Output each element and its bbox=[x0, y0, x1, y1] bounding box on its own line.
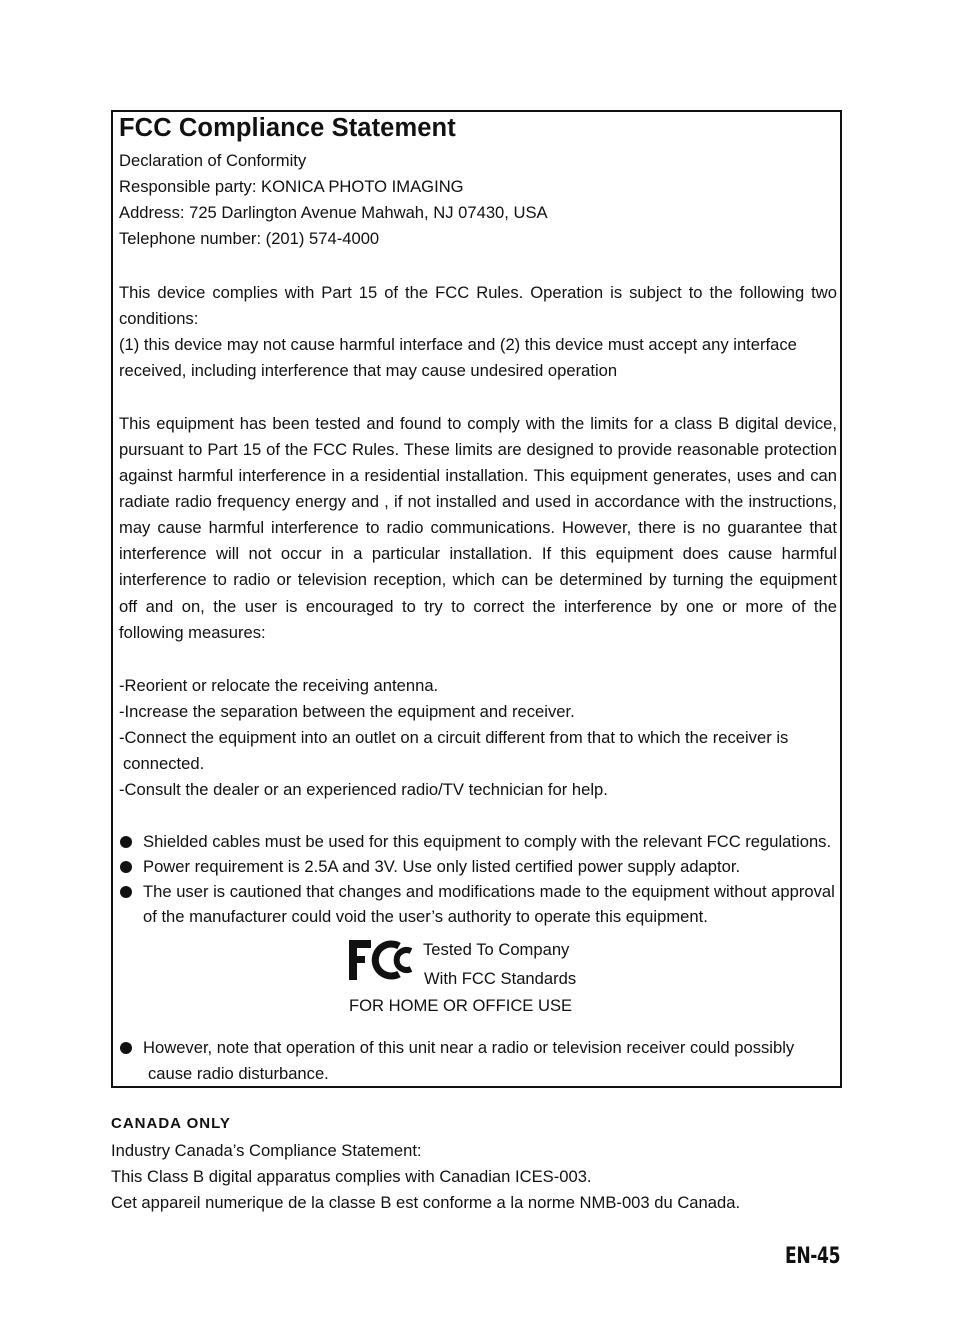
bullet-text: The user is cautioned that changes and modifications made to the equipment without approval bbox=[143, 882, 835, 901]
fcc-statement-box bbox=[111, 110, 842, 1088]
address-line: Address: 725 Darlington Avenue Mahwah, NJ 07430, USA bbox=[119, 203, 548, 222]
telephone-line: Telephone number: (201) 574-4000 bbox=[119, 229, 380, 248]
logo-use-text: FOR HOME OR OFFICE USE bbox=[349, 996, 573, 1015]
class-b-line: This equipment has been tested and found to comply with the limits for a class B digital device, bbox=[119, 414, 837, 433]
class-b-line: radiate radio frequency energy and , if not installed and used in accordance with the instructions, bbox=[119, 492, 837, 511]
canada-line: Cet appareil numerique de la classe B est conforme a la norme NMB-003 du Canada. bbox=[111, 1193, 741, 1212]
measure-item: -Reorient or relocate the receiving antenna. bbox=[119, 676, 439, 695]
bullet-text: Power requirement is 2.5A and 3V. Use only listed certified power supply adaptor. bbox=[143, 857, 741, 876]
bullet-text: Shielded cables must be used for this equipment to comply with the relevant FCC regulations. bbox=[143, 832, 832, 851]
canada-heading: CANADA ONLY bbox=[111, 1115, 231, 1132]
canada-line: This Class B digital apparatus complies with Canadian ICES-003. bbox=[111, 1167, 592, 1186]
part15-line: conditions: bbox=[119, 309, 199, 328]
bullet-dot bbox=[120, 836, 132, 848]
class-b-line: against harmful interference in a residential installation. This equipment generates, uses and can bbox=[119, 466, 837, 485]
part15-line: (1) this device may not cause harmful interface and (2) this device must accept any interface bbox=[119, 335, 797, 354]
page-number: EN-45 bbox=[785, 1244, 841, 1269]
bullet-dot bbox=[120, 1042, 132, 1054]
logo-standards-text: With FCC Standards bbox=[424, 969, 577, 988]
measure-item: -Consult the dealer or an experienced radio/TV technician for help. bbox=[119, 780, 608, 799]
fcc-title: FCC Compliance Statement bbox=[119, 114, 456, 142]
fcc-logo-icon bbox=[347, 938, 419, 982]
canada-line: Industry Canada’s Compliance Statement: bbox=[111, 1141, 422, 1160]
part15-line: This device complies with Part 15 of the FCC Rules. Operation is subject to the following two bbox=[119, 283, 837, 302]
bullet-text: of the manufacturer could void the user’s authority to operate this equipment. bbox=[143, 907, 708, 926]
class-b-line: pursuant to Part 15 of the FCC Rules. These limits are designed to provide reasonable protection bbox=[119, 440, 837, 459]
class-b-line: interference to radio or television reception, which can be determined by turning the equipment bbox=[119, 570, 837, 589]
bullet-dot bbox=[120, 886, 132, 898]
logo-tested-text: Tested To Company bbox=[423, 940, 570, 959]
bullet-text: However, note that operation of this unit near a radio or television receiver could possibly bbox=[143, 1038, 795, 1057]
measure-item: -Connect the equipment into an outlet on a circuit different from that to which the receiver is bbox=[119, 728, 789, 747]
declaration-line: Declaration of Conformity bbox=[119, 151, 307, 170]
class-b-line: following measures: bbox=[119, 623, 266, 642]
bullet-dot bbox=[120, 861, 132, 873]
measure-item: -Increase the separation between the equipment and receiver. bbox=[119, 702, 575, 721]
class-b-line: off and on, the user is encouraged to try to correct the interference by one or more of the bbox=[119, 597, 837, 616]
bullet-text: cause radio disturbance. bbox=[148, 1064, 329, 1083]
class-b-line: interference will not occur in a particular installation. If this equipment does cause harmful bbox=[119, 544, 837, 563]
class-b-line: may cause harmful interference to radio communications. However, there is no guarantee that bbox=[119, 518, 837, 537]
part15-line: received, including interference that may cause undesired operation bbox=[119, 361, 618, 380]
responsible-party-line: Responsible party: KONICA PHOTO IMAGING bbox=[119, 177, 464, 196]
measure-item: connected. bbox=[123, 754, 205, 773]
